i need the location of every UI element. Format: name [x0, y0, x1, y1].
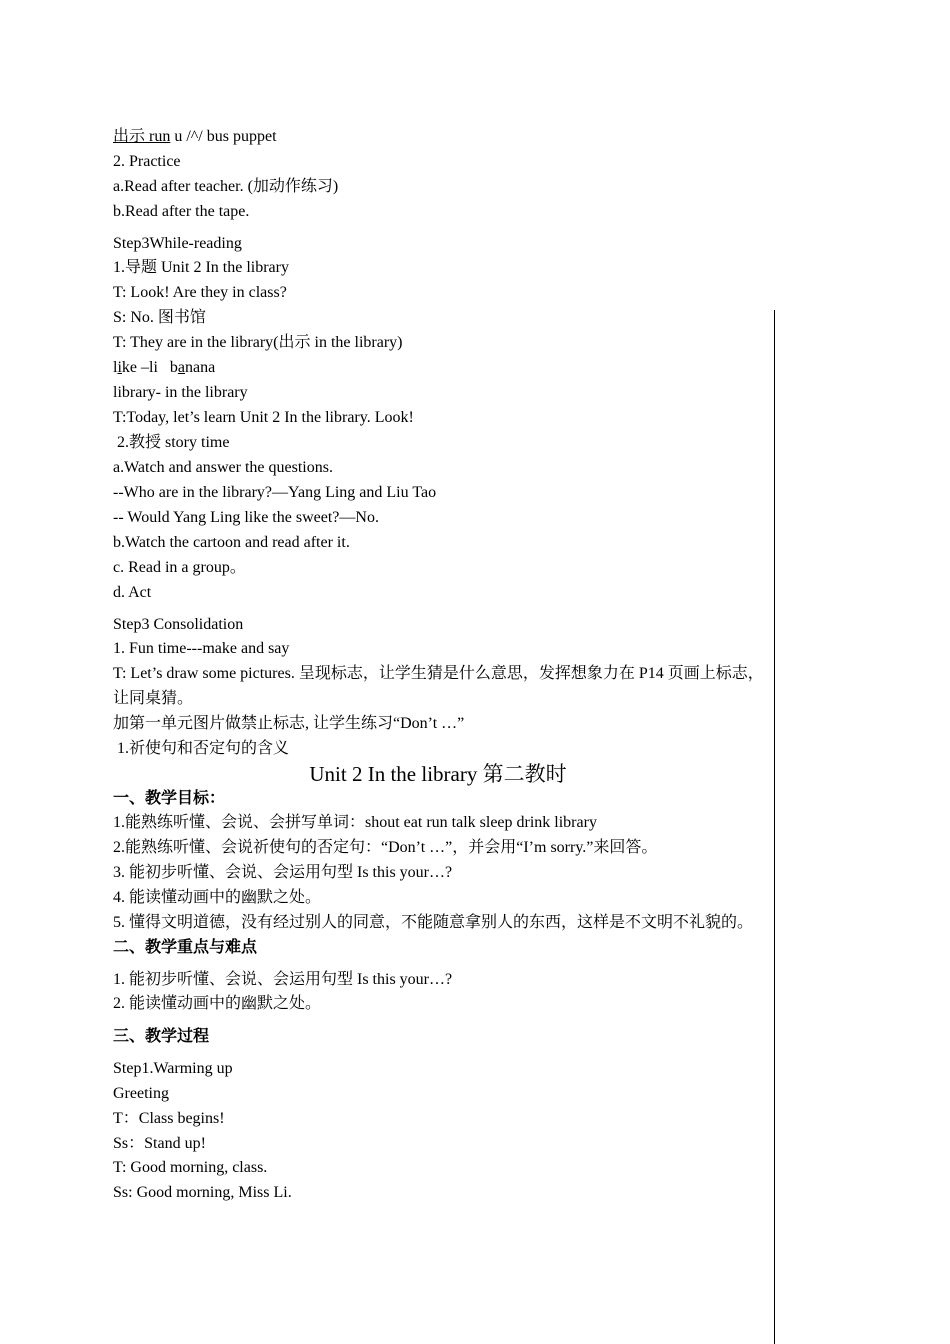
- text-line: Greeting: [113, 1085, 169, 1102]
- text-line: Ss：Stand up!: [113, 1135, 206, 1152]
- text-line: a.Read after teacher. (加动作练习): [113, 178, 339, 195]
- text-line: Ss: Good morning, Miss Li.: [113, 1184, 292, 1201]
- text-line: --Who are in the library?—Yang Ling and Liu Tao: [113, 484, 437, 501]
- line-0: u /^/ bus puppet: [174, 128, 277, 145]
- text-line: T: Look! Are they in class?: [113, 284, 287, 301]
- text-line: 1. 能初步听懂、会说、会运用句型 Is this your…?: [113, 971, 453, 988]
- text-line: library- in the library: [113, 384, 248, 401]
- text-line-show-run: [113, 127, 277, 147]
- text-line: 4. 能读懂动画中的幽默之处。: [113, 889, 322, 906]
- vertical-margin-rule: [774, 310, 775, 1344]
- text-line: d. Act: [113, 584, 152, 601]
- text-line: b.Read after the tape.: [113, 203, 250, 220]
- text-line-like-banana: like –li banana: [113, 359, 216, 376]
- text-line: 1. Fun time---make and say: [113, 640, 290, 657]
- text-line: 2. 能读懂动画中的幽默之处。: [113, 995, 322, 1012]
- text-line: T：Class begins!: [113, 1110, 225, 1127]
- text-line: 2. Practice: [113, 153, 181, 170]
- text-line: 让同桌猜。: [113, 690, 194, 707]
- text-line: c. Read in a group。: [113, 559, 246, 576]
- text-line: T:Today, let’s learn Unit 2 In the library. Look!: [113, 409, 414, 426]
- lesson-title: Unit 2 In the library 第二教时: [309, 762, 567, 786]
- text-line: Step3While-reading: [113, 235, 242, 252]
- text-line: T: They are in the library(出示 in the library): [113, 334, 403, 351]
- text-line: -- Would Yang Ling like the sweet?—No.: [113, 509, 379, 526]
- text-line: a.Watch and answer the questions.: [113, 459, 333, 476]
- text-line: 加第一单元图片做禁止标志, 让学生练习“Don’t …”: [113, 715, 465, 732]
- text-line: Step3 Consolidation: [113, 616, 244, 633]
- text-line: 5. 懂得文明道德，没有经过别人的同意，不能随意拿别人的东西，这样是不文明不礼貌的。: [113, 914, 754, 931]
- text-line: Step1.Warming up: [113, 1060, 233, 1077]
- text-line: S: No. 图书馆: [113, 309, 206, 326]
- text-line: 1.导题 Unit 2 In the library: [113, 259, 289, 276]
- text-line: 2.教授 story time: [113, 434, 230, 451]
- section-heading-key-points: 二、教学重点与难点: [113, 939, 258, 956]
- underlined-prefix: 出示 run: [113, 128, 171, 145]
- text-line: 1.祈使句和否定句的含义: [113, 740, 290, 757]
- text-line: b.Watch the cartoon and read after it.: [113, 534, 350, 551]
- text-line: 1.能熟练听懂、会说、会拼写单词：shout eat run talk sleep drink library: [113, 814, 597, 831]
- section-heading-process: 三、教学过程: [113, 1028, 210, 1045]
- text-line: T: Let’s draw some pictures. 呈现标志，让学生猜是什么意思，发挥想象力在 P14 页画上标志，: [113, 665, 764, 682]
- text-line: 3. 能初步听懂、会说、会运用句型 Is this your…?: [113, 864, 453, 881]
- text-line: T: Good morning, class.: [113, 1159, 268, 1176]
- section-heading-objectives: 一、教学目标：: [113, 790, 226, 807]
- text-line: 2.能熟练听懂、会说祈使句的否定句：“Don’t …”，并会用“I’m sorry.”来回答。: [113, 839, 658, 856]
